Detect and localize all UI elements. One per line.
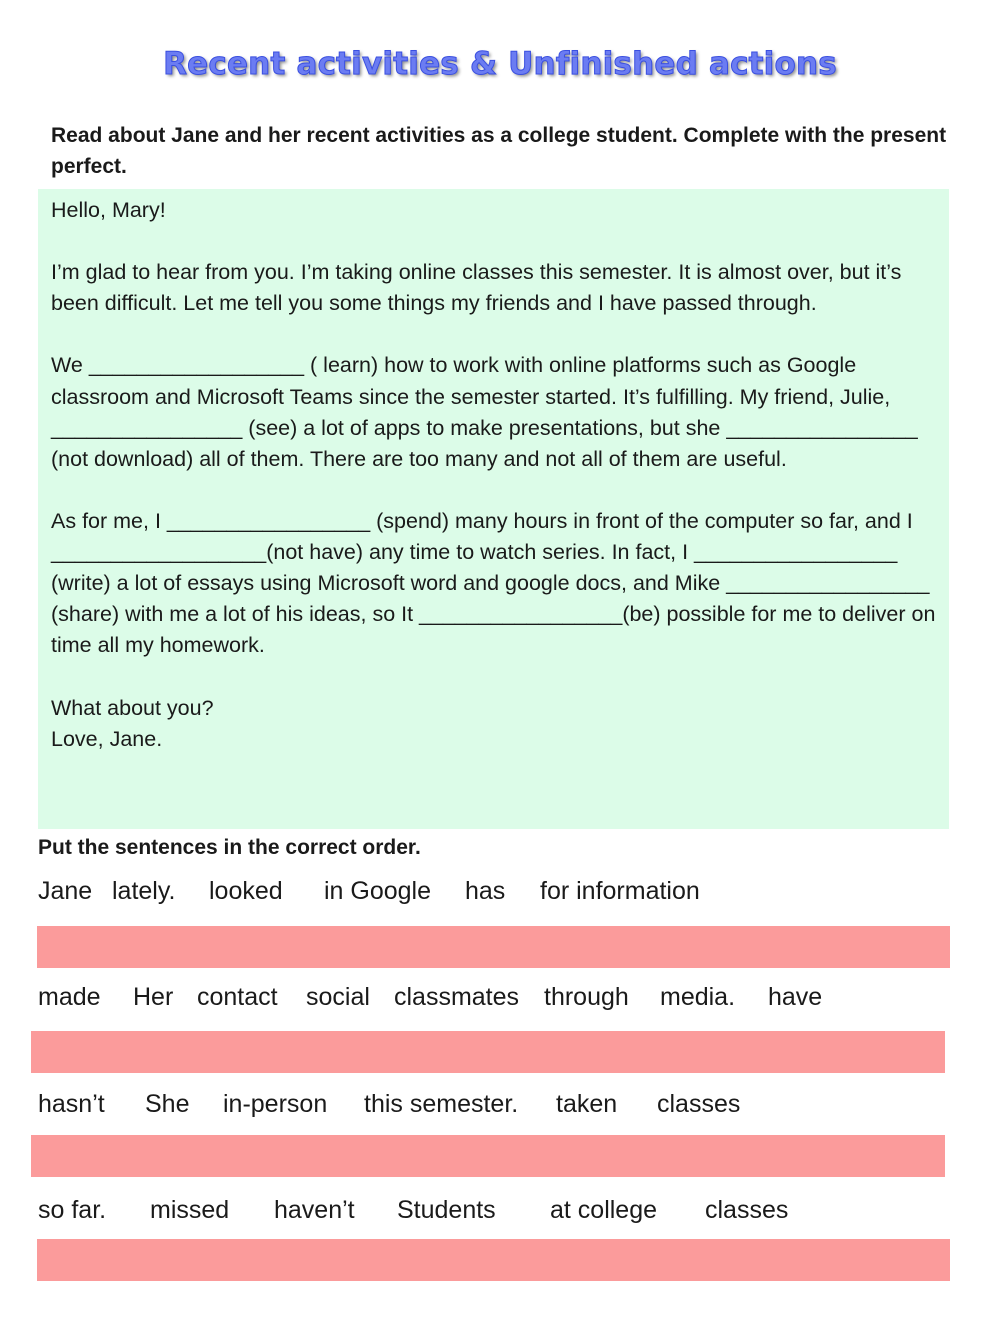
word-tile[interactable]: at college: [550, 1196, 658, 1224]
word-tile[interactable]: have: [768, 983, 823, 1011]
answer-field-2[interactable]: [31, 1031, 945, 1073]
word-tile[interactable]: through: [544, 983, 629, 1011]
word-tile[interactable]: this semester.: [364, 1090, 519, 1118]
answer-field-3[interactable]: [31, 1135, 945, 1177]
word-tile[interactable]: for information: [540, 877, 700, 905]
word-tile[interactable]: haven’t: [274, 1196, 355, 1224]
word-tile[interactable]: missed: [150, 1196, 230, 1224]
word-tile[interactable]: She: [145, 1090, 190, 1118]
letter-paragraph-1: I’m glad to hear from you. I’m taking online classes this semester. It is almost over, but it’s been difficult. Let me tell you some things my friends and I have passed through.: [51, 260, 902, 316]
word-tile[interactable]: contact: [197, 983, 278, 1011]
word-tile[interactable]: hasn’t: [38, 1090, 105, 1118]
word-tile[interactable]: classes: [657, 1090, 741, 1118]
letter-text: [51, 195, 941, 755]
word-tile[interactable]: has: [465, 877, 506, 905]
letter-paragraph-2: We __________________ ( learn) how to work with online platforms such as Google classroom and Microsoft Teams since the semester started. It’s fulfilling. My friend, Julie, ________________ (see) a lot of apps to make presentations, but she ________________ (not download) all of them. There are too many and not all of them are useful.: [51, 353, 918, 471]
word-tile[interactable]: looked: [209, 877, 283, 905]
word-tile[interactable]: classes: [705, 1196, 789, 1224]
exercise-2-instruction: Put the sentences in the correct order.: [38, 836, 421, 859]
answer-field-4[interactable]: [37, 1239, 950, 1281]
word-tile[interactable]: Students: [397, 1196, 496, 1224]
letter-paragraph-3: As for me, I _________________ (spend) many hours in front of the computer so far, and I __________________(not have) any time to watch series. In fact, I _________________ (write) a lot of essays using Microsoft word and google docs, and Mike _________________ (share) with me a lot of his ideas, so It _________________(be) possible for me to deliver on time all my homework.: [51, 508, 936, 658]
word-tile[interactable]: lately.: [112, 877, 176, 905]
word-tile[interactable]: in Google: [324, 877, 432, 905]
letter-closing-question: What about you?: [51, 695, 214, 720]
page-title: Recent activities & Unfinished actions: [163, 46, 837, 82]
letter-greeting: Hello, Mary!: [51, 198, 166, 222]
word-tile[interactable]: in-person: [223, 1090, 328, 1118]
letter-signature: Love, Jane.: [51, 726, 163, 751]
word-tile[interactable]: classmates: [394, 983, 520, 1011]
word-tile[interactable]: Jane: [38, 877, 93, 905]
word-tile[interactable]: Her: [133, 983, 174, 1011]
word-tile[interactable]: social: [306, 983, 370, 1011]
letter-box: [38, 189, 949, 829]
word-tile[interactable]: so far.: [38, 1196, 107, 1224]
word-tile[interactable]: taken: [556, 1090, 618, 1118]
answer-field-1[interactable]: [37, 926, 950, 968]
exercise-1-instruction: Read about Jane and her recent activities as a college student. Complete with the present perfect.: [51, 124, 947, 178]
word-tile[interactable]: media.: [660, 983, 736, 1011]
word-tile[interactable]: made: [38, 983, 101, 1011]
